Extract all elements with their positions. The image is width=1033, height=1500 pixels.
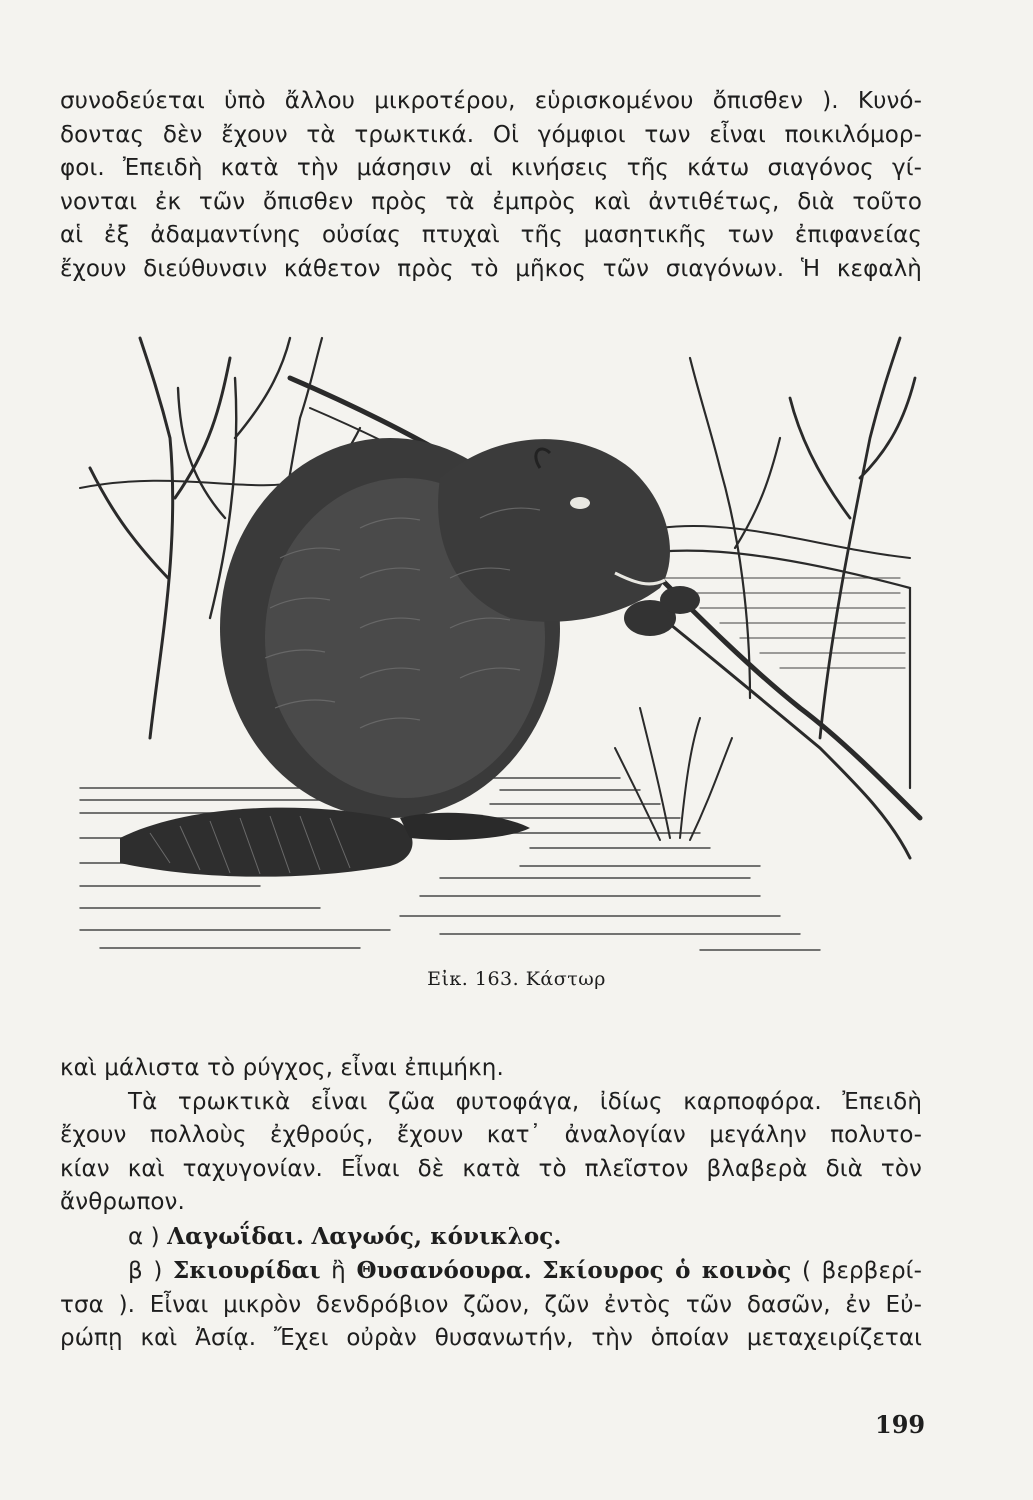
beaver-illustration (60, 318, 930, 958)
text-line: φοι. Ἐπειδὴ κατὰ τὴν μάσησιν αἱ κινήσεις τῆς κάτω σιαγόνος γί- (60, 155, 922, 181)
common-name: ( βερβερί- (802, 1258, 922, 1284)
conjunction: ἢ (331, 1258, 346, 1284)
text-line: ρώπῃ καὶ Ἀσίᾳ. Ἔχει οὐρὰν θυσανωτήν, τὴν ὁποίαν μεταχειρίζεται (60, 1325, 922, 1351)
text-line: τσα ). Εἶναι μικρὸν δενδρόβιον ζῶον, ζῶν ἐντὸς τῶν δασῶν, ἐν Εὐ- (60, 1291, 922, 1318)
family-item-squirrels (60, 1254, 922, 1289)
text-line: ἔχουν διεύθυνσιν κάθετον πρὸς τὸ μῆκος τῶν σιαγόνων. Ἡ κεφαλὴ (60, 255, 922, 282)
figure-caption: Εἰκ. 163. Κάστωρ (427, 968, 606, 990)
text-line: νονται ἐκ τῶν ὄπισθεν πρὸς τὰ ἐμπρὸς καὶ ἀντιθέτως, διὰ τοῦτο (60, 188, 922, 215)
family-alt-name: Θυσανόουρα. (356, 1257, 532, 1284)
text-line: καὶ μάλιστα τὸ ρύγχος, εἶναι ἐπιμήκη. (60, 1055, 504, 1081)
species-names: Λαγωός, κόνικλος. (311, 1222, 562, 1250)
page-number: 199 (875, 1410, 926, 1439)
family-name: Σκιουρίδαι (173, 1257, 321, 1284)
text-line: ἄνθρωπον. (60, 1189, 185, 1215)
text-line: ἔχουν πολλοὺς ἐχθρούς, ἔχουν κατ᾽ ἀναλογίαν μεγάλην πολυτο- (60, 1122, 922, 1148)
item-marker: β ) (128, 1258, 163, 1284)
family-name: Λαγωΐδαι. (167, 1222, 305, 1250)
species-name: Σκίουρος ὁ κοινὸς (542, 1257, 792, 1284)
paragraph-rodent-diet (60, 1052, 922, 1356)
text-line: δοντας δὲν ἔχουν τὰ τρωκτικά. Οἱ γόμφιοι των εἶναι ποικιλόμορ- (60, 121, 922, 148)
text-line: συνοδεύεται ὑπὸ ἄλλου μικροτέρου, εὑρισκομένου ὄπισθεν ). Κυνό- (60, 88, 922, 114)
text-line: κίαν καὶ ταχυγονίαν. Εἶναι δὲ κατὰ τὸ πλεῖστον βλαβερὰ διὰ τὸν (60, 1155, 922, 1182)
paragraph-rodent-teeth (60, 85, 922, 286)
text-line: Τὰ τρωκτικὰ εἶναι ζῶα φυτοφάγα, ἰδίως καρποφόρα. Ἐπειδὴ (128, 1088, 922, 1115)
text-line: αἱ ἐξ ἀδαμαντίνης οὐσίας πτυχαὶ τῆς μασητικῆς των ἐπιφανείας (60, 222, 922, 248)
family-item-hares (60, 1220, 922, 1255)
item-marker: α ) (128, 1223, 160, 1250)
